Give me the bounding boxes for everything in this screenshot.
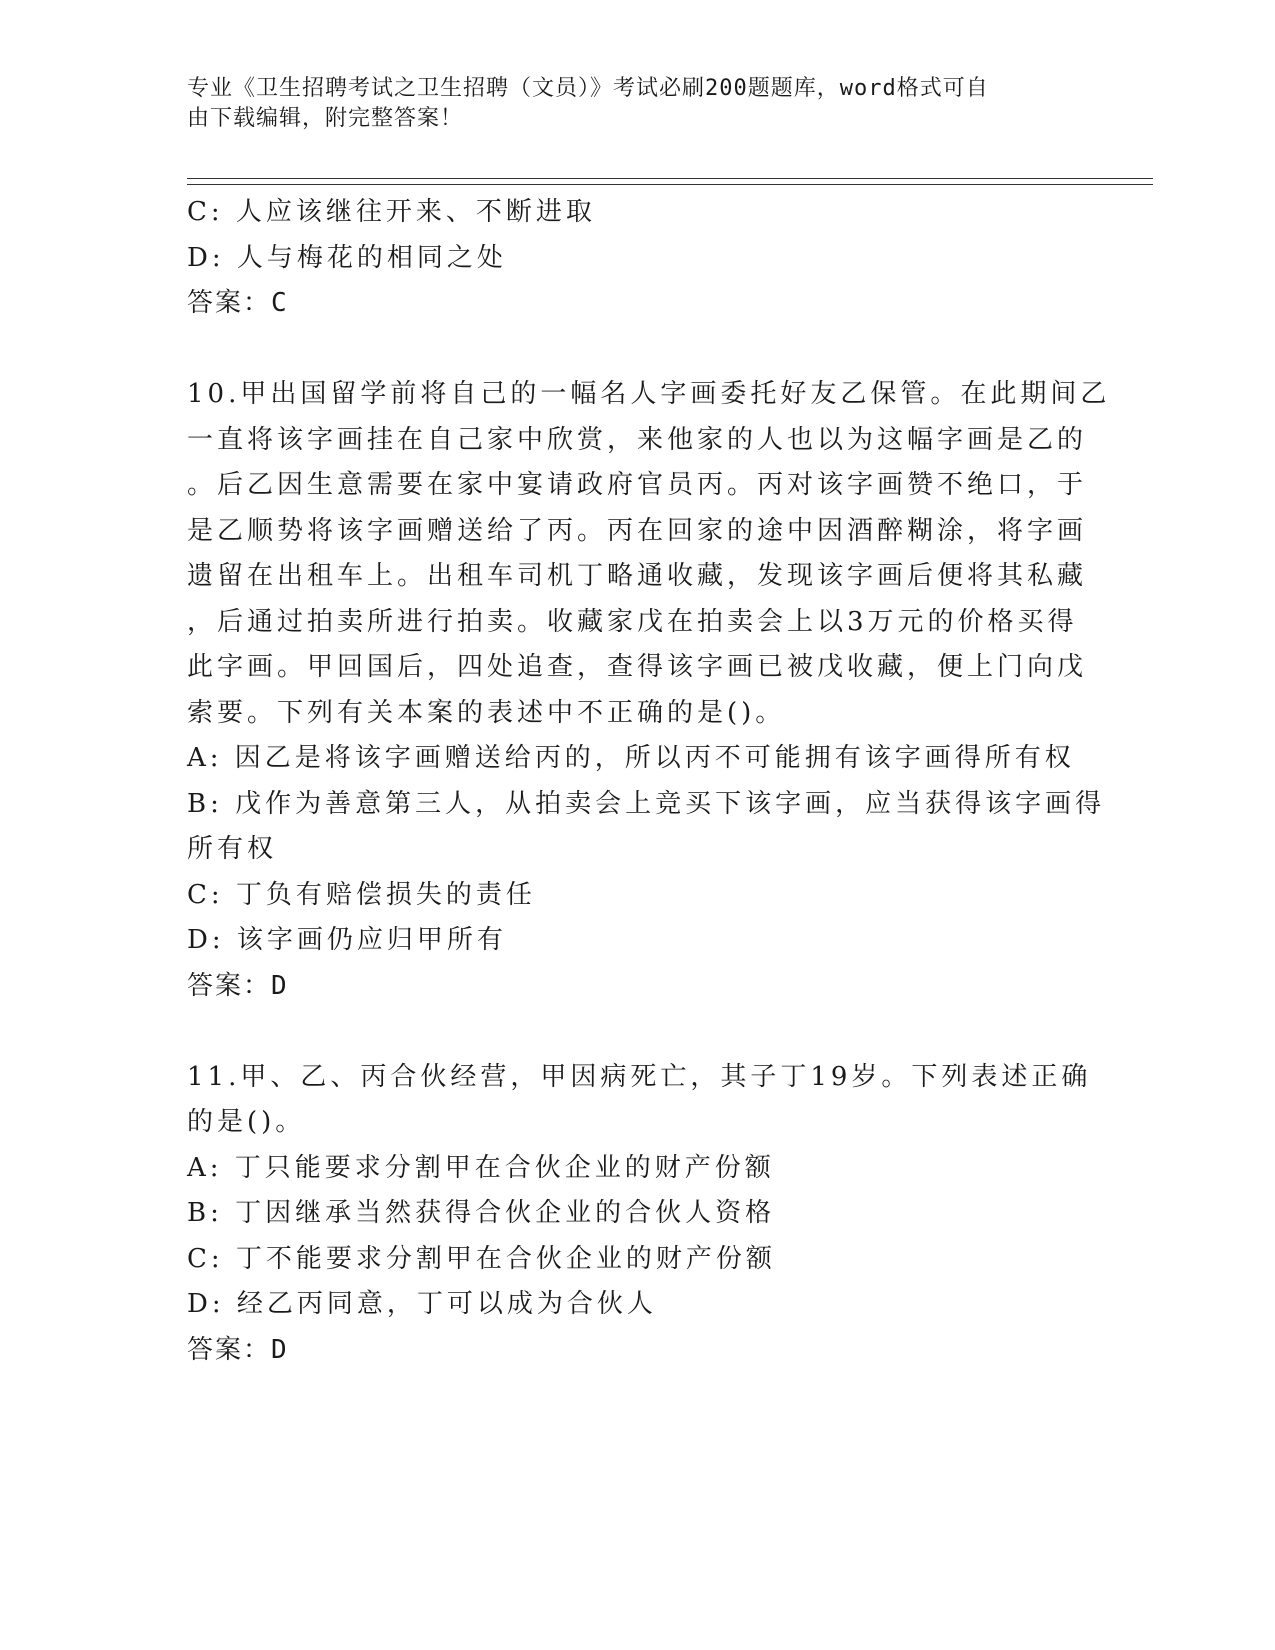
document-body: [187, 190, 1111, 1373]
header-divider-bottom: [187, 184, 1153, 185]
answer-line: 答案：D: [187, 1334, 289, 1365]
spacer: [187, 327, 1087, 373]
question-stem-line: 10.甲出国留学前将自己的一幅名人字画委托好友乙保管。在此期间乙: [187, 379, 1111, 409]
question-stem-line: 遗留在出租车上。出租车司机丁略通收藏，发现该字画后便将其私藏: [187, 561, 1088, 591]
option-d: D: 人与梅花的相同之处: [187, 242, 507, 273]
question-11-block: [187, 1055, 1092, 1374]
header-title-line-1: 专业《卫生招聘考试之卫生招聘（文员）》考试必刷200题题库，word格式可自: [187, 76, 989, 101]
option-a: A: 丁只能要求分割甲在合伙企业的财产份额: [187, 1152, 775, 1183]
answer-line: 答案：C: [187, 288, 289, 318]
answer-line: 答案：D: [187, 970, 289, 1001]
spacer: [187, 1009, 1087, 1055]
header-divider-top: [187, 178, 1153, 179]
option-c: C: 丁不能要求分割甲在合伙企业的财产份额: [187, 1243, 776, 1274]
option-d: D: 经乙丙同意，丁可以成为合伙人: [187, 1289, 657, 1319]
option-b: B: 戊作为善意第三人，从拍卖会上竞买下该字画，应当获得该字画得: [187, 788, 1106, 819]
question-10-block: [187, 372, 1111, 1009]
option-b-continued: 所有权: [187, 834, 278, 864]
option-b: B: 丁因继承当然获得合伙企业的合伙人资格: [187, 1198, 776, 1228]
question-stem-line: 一直将该字画挂在自己家中欣赏，来他家的人也以为这幅字画是乙的: [187, 424, 1088, 455]
question-stem-line: 索要。下列有关本案的表述中不正确的是()。: [187, 697, 786, 728]
question-stem-line: 。后乙因生意需要在家中宴请政府官员丙。丙对该字画赞不绝口，于: [187, 470, 1088, 500]
document-header: [187, 74, 1067, 134]
header-title-line-2: 由下载编辑，附完整答案！: [187, 106, 464, 131]
option-a: A: 因乙是将该字画赠送给丙的，所以丙不可能拥有该字画得所有权: [187, 743, 1075, 773]
option-c: C: 人应该继往开来、不断进取: [187, 197, 596, 227]
question-stem-line: 的是()。: [187, 1107, 306, 1137]
question-stem-line: ，后通过拍卖所进行拍卖。收藏家戊在拍卖会上以3万元的价格买得: [187, 606, 1078, 637]
question-stem-line: 是乙顺势将该字画赠送给了丙。丙在回家的途中因酒醉糊涂，将字画: [187, 515, 1088, 546]
question-stem-line: 11.甲、乙、丙合伙经营，甲因病死亡，其子丁19岁。下列表述正确: [187, 1061, 1092, 1092]
prev-question-block: [187, 190, 1087, 327]
option-c: C: 丁负有赔偿损失的责任: [187, 879, 536, 910]
option-d: D: 该字画仍应归甲所有: [187, 925, 507, 955]
question-stem-line: 此字画。甲回国后，四处追查，查得该字画已被戊收藏，便上门向戊: [187, 652, 1088, 682]
